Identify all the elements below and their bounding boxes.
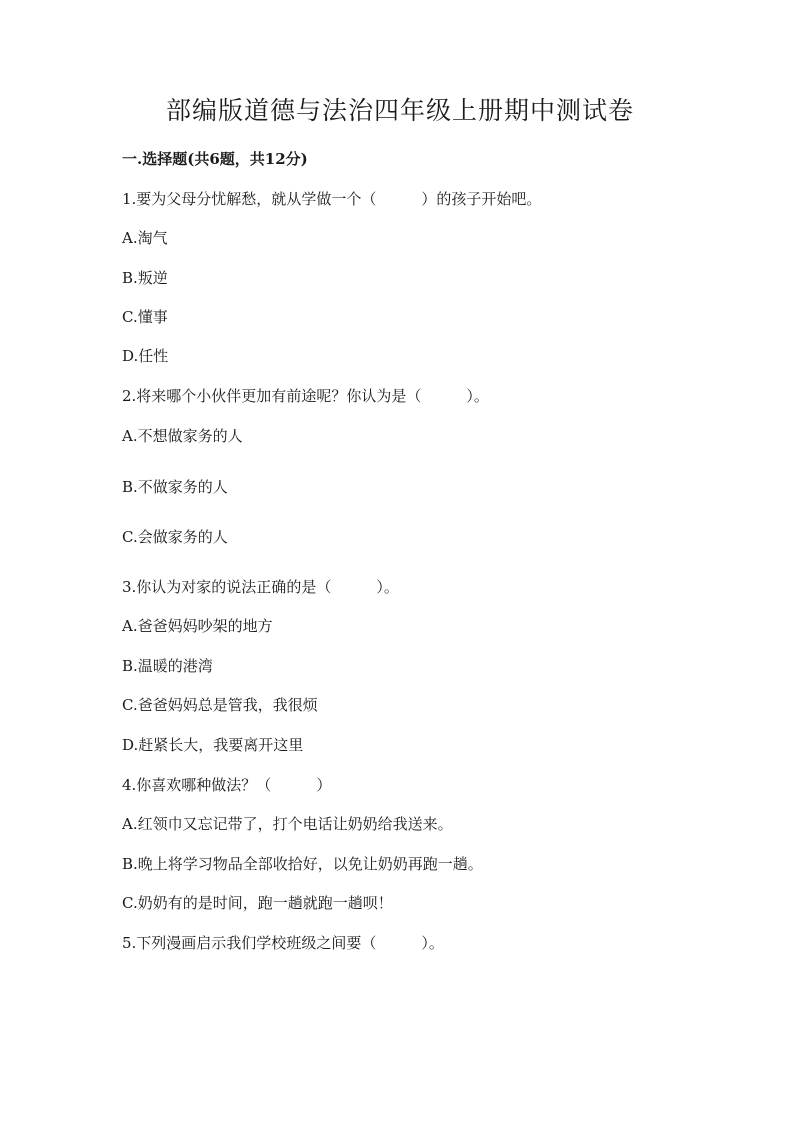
- option-3-b: B.温暖的港湾: [122, 657, 213, 675]
- option-2-b: B.不做家务的人: [122, 478, 228, 496]
- option-4-c: C.奶奶有的是时间，跑一趟就跑一趟呗！: [122, 894, 393, 912]
- option-4-b: B.晚上将学习物品全部收拾好，以免让奶奶再跑一趟。: [122, 855, 483, 873]
- question-stem-1: 1.要为父母分忧解愁，就从学做一个（ ）的孩子开始吧。: [122, 190, 542, 208]
- section-heading: 一.选择题(共6题，共12分): [122, 150, 308, 168]
- question-stem-2: 2.将来哪个小伙伴更加有前途呢？你认为是（ ）。: [122, 387, 489, 405]
- option-1-a: A.淘气: [122, 229, 168, 247]
- option-1-b: B.叛逆: [122, 269, 168, 287]
- option-1-d: D.任性: [122, 347, 169, 365]
- option-4-a: A.红领巾又忘记带了，打个电话让奶奶给我送来。: [122, 815, 453, 833]
- option-2-a: A.不想做家务的人: [122, 427, 243, 445]
- question-stem-5: 5.下列漫画启示我们学校班级之间要（ ）。: [122, 934, 444, 952]
- question-stem-3: 3.你认为对家的说法正确的是（ ）。: [122, 578, 399, 596]
- question-stem-4: 4.你喜欢哪种做法？（ ）: [122, 776, 332, 794]
- option-3-c: C.爸爸妈妈总是管我，我很烦: [122, 696, 318, 714]
- page-title: 部编版道德与法治四年级上册期中测试卷: [165, 96, 634, 125]
- option-1-c: C.懂事: [122, 308, 168, 326]
- option-2-c: C.会做家务的人: [122, 528, 228, 546]
- option-3-d: D.赶紧长大，我要离开这里: [122, 736, 304, 754]
- option-3-a: A.爸爸妈妈吵架的地方: [122, 617, 273, 635]
